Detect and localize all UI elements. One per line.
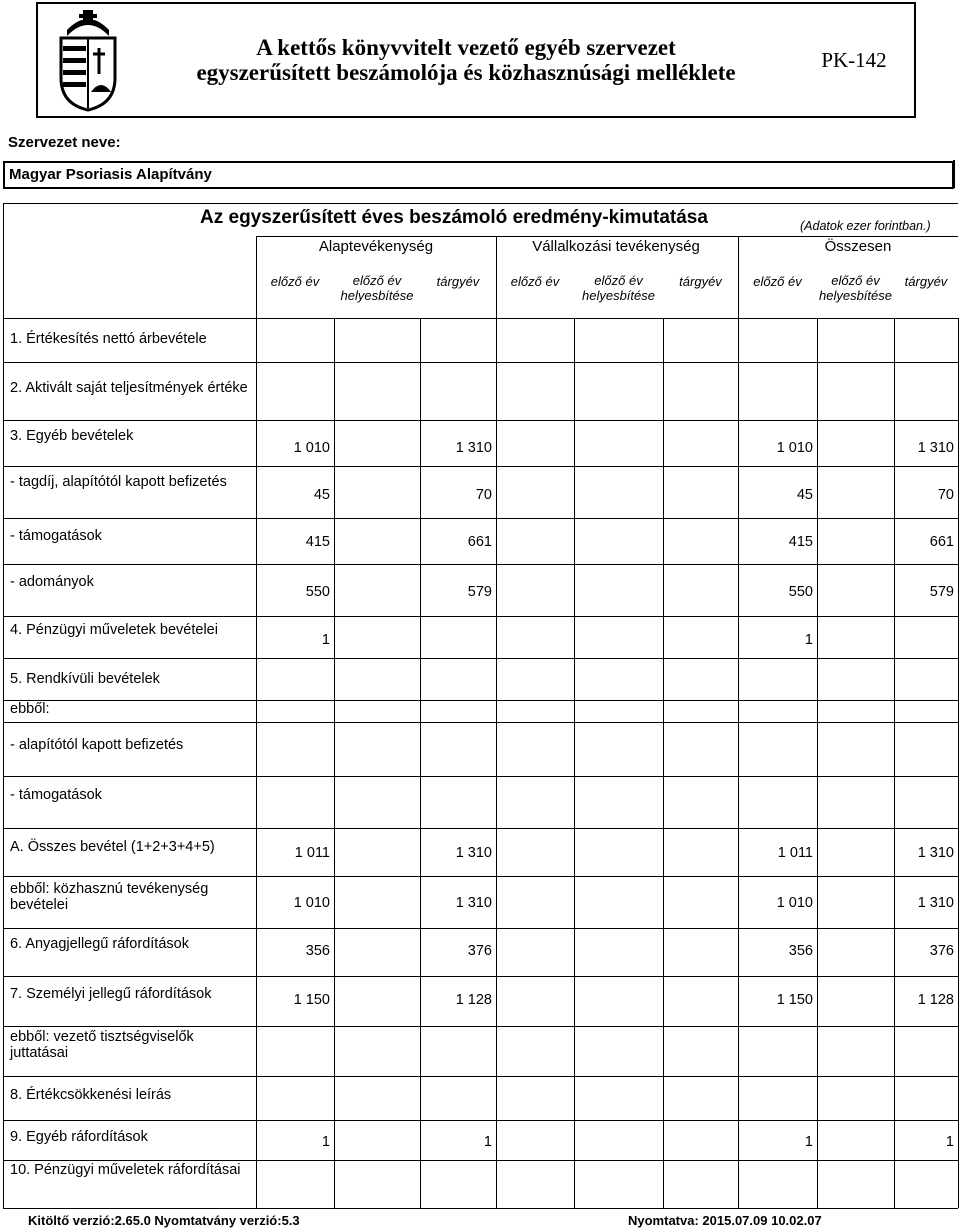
version-info: Kitöltő verzió:2.65.0 Nyomtatvány verzió:5.3 [28,1213,300,1228]
row-divider [3,876,958,877]
value-cell: 579 [467,584,492,600]
value-cell: 1 011 [777,845,813,861]
column-subheader: előző év helyesbítése [582,273,655,303]
row-divider [3,928,958,929]
value-cell: 1 128 [917,992,954,1008]
row-divider [3,1076,958,1077]
column-subheader: előző év helyesbítése [340,273,414,303]
row-label: ebből: [10,701,50,717]
value-cell: 415 [788,534,813,550]
row-divider [3,564,958,565]
row-divider [3,420,958,421]
value-cell: 1 [945,1134,954,1150]
value-cell: 1 [483,1134,492,1150]
column-subheader: előző év [753,274,802,289]
value-cell: 1 [804,1134,813,1150]
value-cell: 356 [305,943,330,959]
row-label: 9. Egyéb ráfordítások [10,1129,148,1145]
row-label: - tagdíj, alapítótól kapott befizetés [10,474,227,490]
value-cell: 70 [475,487,492,503]
column-line [663,318,664,1208]
form-code: PK-142 [821,47,887,72]
unit-note: (Adatok ezer forintban.) [800,219,931,233]
value-cell: 550 [788,584,813,600]
row-label: 5. Rendkívüli bevételek [10,671,160,687]
coat-of-arms-icon [38,4,138,116]
value-cell: 661 [467,534,492,550]
row-label: 10. Pénzügyi műveletek ráfordításai [10,1162,241,1178]
column-subheader: tárgyév [679,274,722,289]
column-line [817,318,818,1208]
value-cell: 579 [929,584,954,600]
row-divider [3,722,958,723]
value-cell: 1 010 [776,895,813,911]
group-header: Összesen [824,238,892,255]
column-subheader: előző év [270,274,320,289]
value-cell: 550 [305,584,330,600]
column-line [334,318,335,1208]
row-label: A. Összes bevétel (1+2+3+4+5) [10,839,215,855]
group-header: Alaptevékenység [318,238,434,255]
column-subheader: előző év helyesbítése [819,273,892,303]
value-cell: 1 310 [917,845,954,861]
row-divider [3,1160,958,1161]
row-label: - alapítótól kapott befizetés [10,737,184,753]
row-divider [3,1026,958,1027]
value-cell: 1 [321,1134,330,1150]
value-cell: 1 011 [294,845,330,861]
column-line [574,318,575,1208]
column-subheader: előző év [510,274,560,289]
form-title-line1: A kettős könyvvitelt vezető egyéb szervezet [256,35,676,60]
value-cell: 356 [788,943,813,959]
header-divider [256,236,958,237]
column-subheader: tárgyév [436,274,480,289]
value-cell: 70 [937,487,954,503]
row-label: - támogatások [10,528,102,544]
value-cell: 1 010 [776,440,813,456]
value-cell: 45 [796,487,813,503]
row-label: - adományok [10,574,94,590]
value-cell: 1 310 [455,440,492,456]
row-label: 3. Egyéb bevételek [10,428,134,444]
row-divider [3,976,958,977]
row-divider [3,658,958,659]
value-cell: 1 [804,632,813,648]
form-title-line2: egyszerűsített beszámolója és közhasznúsági melléklete [196,60,736,85]
group-header: Vállalkozási tevékenység [532,238,700,255]
row-divider [3,518,958,519]
value-cell: 1 010 [293,440,330,456]
row-divider [3,466,958,467]
row-divider [3,776,958,777]
value-cell: 415 [305,534,330,550]
row-divider [3,828,958,829]
row-label: 4. Pénzügyi műveletek bevételei [10,622,218,638]
row-divider [3,1208,958,1209]
row-divider [3,616,958,617]
row-label: 2. Aktivált saját teljesítmények értéke [10,380,248,396]
value-cell: 376 [929,943,954,959]
row-label: 1. Értékesítés nettó árbevétele [10,331,207,347]
column-subheader: tárgyév [904,274,948,289]
form-header [36,2,916,118]
organization-name-field: Magyar Psoriasis Alapítvány [3,161,954,189]
value-cell: 1 128 [455,992,492,1008]
value-cell: 661 [929,534,954,550]
row-label: ebből: vezető tisztségviselők juttatásai [10,1029,194,1061]
value-cell: 1 [321,632,330,648]
value-cell: 1 310 [455,895,492,911]
value-cell: 1 010 [293,895,330,911]
form-title [138,35,794,85]
organization-field-edge [953,160,955,188]
row-label: - támogatások [10,787,102,803]
value-cell: 1 310 [455,845,492,861]
value-cell: 1 310 [917,895,954,911]
row-divider [3,362,958,363]
header-bottom [3,318,958,319]
row-label: 8. Értékcsökkenési leírás [10,1087,172,1103]
row-divider [3,1120,958,1121]
row-label: 6. Anyagjellegű ráfordítások [10,936,189,952]
table-title: Az egyszerűsített éves beszámoló eredmény-kimutatása [200,207,708,228]
organization-label: Szervezet neve: [8,134,121,151]
value-cell: 376 [467,943,492,959]
print-date: Nyomtatva: 2015.07.09 10.02.07 [628,1213,822,1228]
value-cell: 45 [313,487,330,503]
value-cell: 1 150 [776,992,813,1008]
column-line [958,318,959,1208]
value-cell: 1 310 [917,440,954,456]
row-label: ebből: közhasznú tevékenység bevételei [10,881,209,913]
value-cell: 1 150 [293,992,330,1008]
column-line [496,318,497,1208]
row-label: 7. Személyi jellegű ráfordítások [10,986,212,1002]
